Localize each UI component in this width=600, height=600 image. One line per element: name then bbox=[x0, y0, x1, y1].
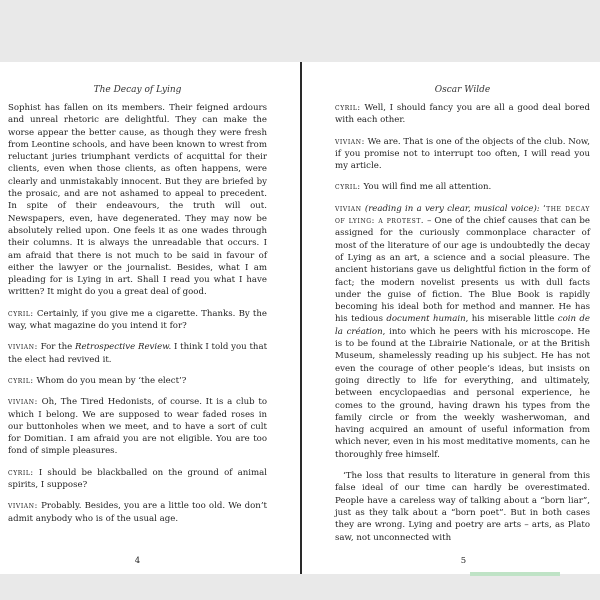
paragraph-text: We are. That is one of the objects of the club. Now, if you promise not to interrupt too often, I will read you my article. bbox=[335, 136, 590, 172]
speaker-label: cyril: bbox=[8, 467, 34, 477]
right-page bbox=[301, 62, 600, 574]
dialogue-paragraph bbox=[8, 308, 267, 333]
running-head-left: The Decay of Lying bbox=[93, 85, 182, 95]
paragraph-text: , into which he peers with his microscope. He is to be found at the Librairie Nationale, or at the British Museum, shamelessly reading up his subject. He has not even the courage of other people’s ideas, but insists on going directly to life for everything, and ultimately, between encyclopaedias and personal experience, he comes to the ground, having drawn his types from the family circle or from the weekly washerwoman, and having acquired an amount of useful information from which never, even in his most meditative moments, can he thoroughly free himself. bbox=[335, 326, 590, 460]
book-gutter bbox=[300, 62, 302, 574]
dialogue-paragraph bbox=[8, 375, 267, 387]
stage-direction: (reading in a very clear, musical voice): bbox=[364, 203, 540, 214]
italic-phrase: Retrospective Review. bbox=[74, 342, 172, 353]
paragraph-text: Probably. Besides, you are a little too old. We don’t admit anybody who is of the usual age. bbox=[8, 501, 267, 524]
speaker-label: cyril: bbox=[335, 182, 361, 192]
page-number-left: 4 bbox=[134, 556, 141, 566]
paragraph-text: For the bbox=[40, 342, 75, 353]
page-number-right: 5 bbox=[460, 556, 467, 566]
paragraph-text: Certainly, if you give me a cigarette. Thanks. By the way, what magazine do you intend it for? bbox=[8, 308, 268, 332]
italic-phrase: document humain bbox=[386, 314, 466, 325]
left-page bbox=[0, 62, 301, 574]
dialogue-paragraph bbox=[335, 181, 590, 193]
speaker-label: cyril: bbox=[8, 375, 34, 385]
dialogue-paragraph bbox=[8, 341, 267, 366]
dialogue-paragraph bbox=[335, 136, 590, 173]
paragraph-text: Well, I should fancy you are all a good deal bored with each other. bbox=[335, 103, 590, 126]
paragraph-text: – One of the chief causes that can be assigned for the curiously commonplace character of most of the literature of our age is undoubtedly the decay of Lying as an art, a science and a social pleasure. The ancient historians gave us delightful fiction in the form of fact; the modern novelist presents us with dull facts under the guise of fiction. The Blue Book is rapidly becoming his ideal both for method and manner. He has his tedious bbox=[335, 216, 591, 325]
paragraph-text: I think I told you that the elect had revived it. bbox=[8, 342, 268, 365]
running-head-right: Oscar Wilde bbox=[434, 85, 491, 95]
paragraph-text: I should be blackballed on the ground of animal spirits, I suppose? bbox=[8, 467, 267, 491]
article-paragraph bbox=[335, 203, 590, 461]
paragraph-text: ‘The loss that results to literature in general from this false ideal of our time can hardly be overestimated. People have a careless way of talking about a “born liar”, just as they talk about a “born poet”. But in both cases they are wrong. Lying and poetry are arts – arts, as Plato saw, not unconnected with bbox=[335, 471, 590, 543]
speaker-label: cyril: bbox=[8, 308, 34, 318]
speaker-label: vivian: bbox=[335, 136, 365, 146]
article-paragraph bbox=[335, 470, 590, 544]
italic-phrase: coin de la création bbox=[335, 314, 590, 337]
article-title: ‘the decay of lying: a protest. bbox=[335, 203, 590, 226]
speaker-label: vivian: bbox=[8, 397, 38, 407]
paragraph-text: Whom do you mean by ‘the elect’? bbox=[36, 375, 187, 386]
paragraph-text: Oh, The Tired Hedonists, of course. It is a club to which I belong. We are supposed to wear faded roses in our buttonholes when we meet, and to have a sort of cult for Domitian. I am afraid you are not eligible. You are too fond of simple pleasures. bbox=[8, 397, 267, 457]
paragraph-text: You will find me all attention. bbox=[363, 182, 492, 193]
body-paragraph bbox=[8, 102, 267, 299]
speaker-label: vivian bbox=[335, 203, 362, 213]
speaker-label: vivian: bbox=[8, 501, 38, 511]
speaker-label: vivian: bbox=[8, 342, 38, 352]
dialogue-paragraph bbox=[8, 396, 267, 457]
dialogue-paragraph bbox=[8, 500, 267, 525]
dialogue-paragraph bbox=[8, 467, 267, 492]
left-page-body bbox=[8, 102, 267, 525]
paragraph-text: , his miserable little bbox=[465, 314, 558, 325]
decorative-strip bbox=[470, 572, 560, 576]
dialogue-paragraph bbox=[335, 102, 590, 127]
speaker-label: cyril: bbox=[335, 103, 361, 112]
paragraph-text: Sophist has fallen on its members. Their feigned ardours and unreal rhetoric are delightful. They can make the worse appear the better cause, as though they were fresh from Leontine schools, and have been known to wrest from reluctant juries triumphant verdicts of acquittal for their clients, even when those clients, as often happens, were clearly and unmistakably innocent. But they are briefed by the prosaic, and are not ashamed to appeal to precedent. In spite of their endeavours, the truth will out. Newspapers, even, have degenerated. They may now be absolutely relied upon. One feels it as one wades through their columns. It is always the unreadable that occurs. I am afraid that there is not much to be said in favour of either the lawyer or the journalist. Besides, what I am pleading for is Lying in art. Shall I read you what I have written? It might do you a great deal of good. bbox=[8, 103, 267, 298]
